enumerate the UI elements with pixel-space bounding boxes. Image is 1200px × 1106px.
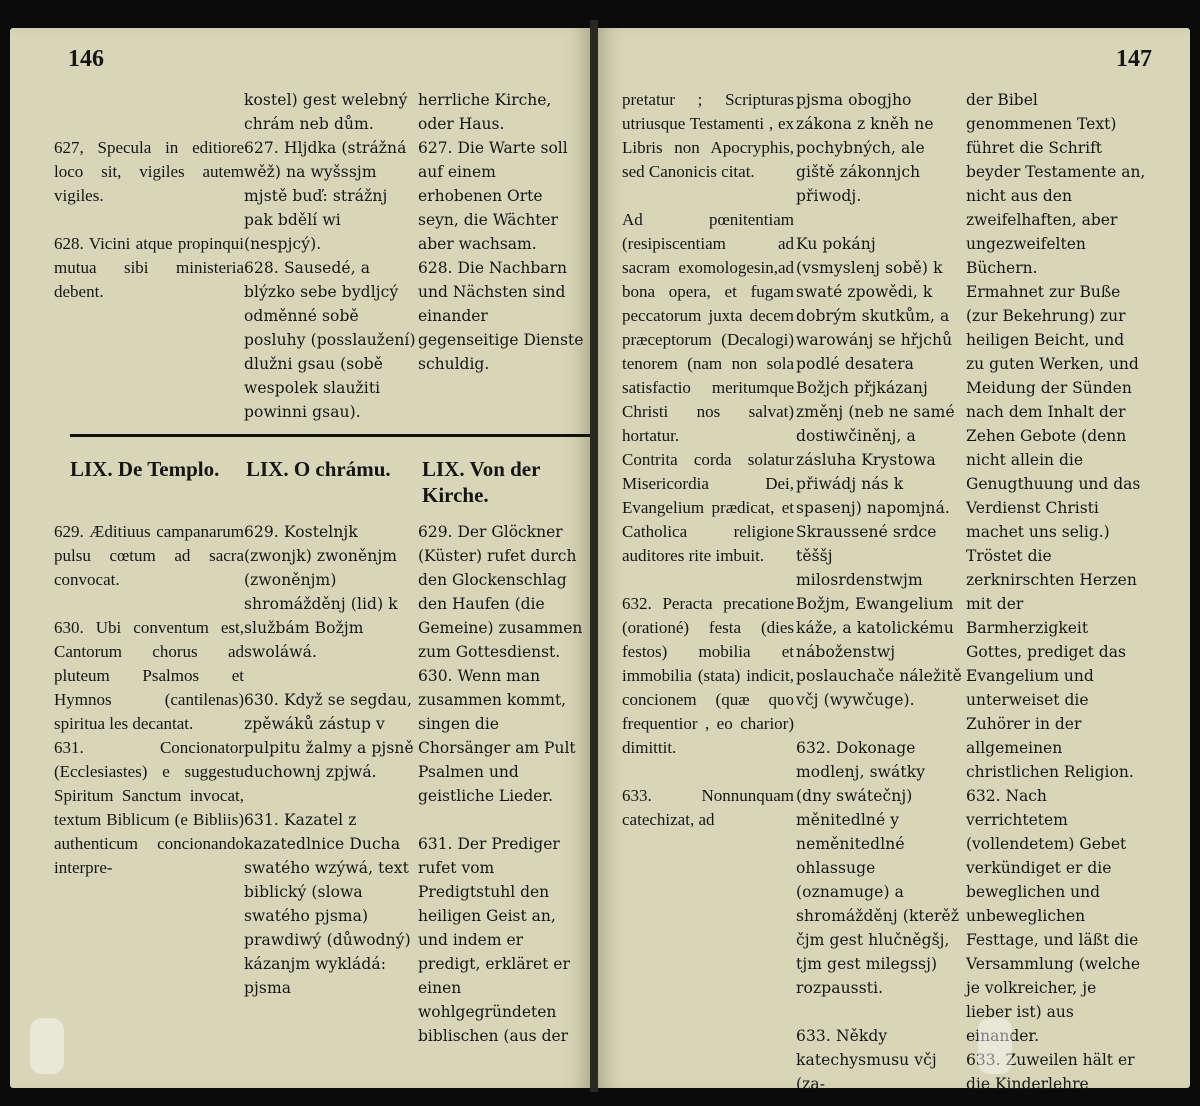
book-gutter [590,20,598,1092]
right-latin-text: pretatur ; Scripturas utriusque Testamenti , ex Libris non Apocryphis, sed Canonicis citat. Ad pœnitentiam (resipiscentiam ad sacram exomologesin,ad bona opera, et fugam peccatorum juxta decem præceptorum (Decalogi) tenorem (nam non sola satisfactio meritumque Christi nos salvat) hortatur. Contrita corda solatur Misericordia Dei, Evangelium prædicat, et Catholica religione auditores rite imbuit. 632. Peracta precatione (orationé) festa (dies festos) mobilia et immobilia (stata) indicit, concionem (quæ quo frequentior , eo charior) dimittit. 633. Nonnunquam catechizat, ad [622,90,794,829]
left-page [10,28,590,1088]
scan-thumb-mark [30,1018,64,1074]
left-bottom-latin-column [54,520,244,1000]
chapter-heading-latin: LIX. De Templo. [70,457,220,481]
right-page [598,28,1190,1093]
left-top-latin-column [54,116,244,436]
right-czech-text: pjsma obogjho zákona z kněh ne pochybných, ale giště zákonnjch přiwodj. Ku pokánj (vsmyslenj sobě) k swaté zpowědi, k dobrým skutkům, a warowánj se hřjchů podlé desatera Božjch přjkázanj změnj (neb ne samé dostiwčiněnj, a zásluha Krystowa přiwádj nás k spasenj) napomjná. Skraussené srdce těššj milosrdenstwjm Božjm, Ewangelium káže, a katolickému náboženstwj poslauchače náležitě včj (wywčuge). 632. Dokonage modlenj, swátky (dny swátečnj) měnitedlné y neměnitedlné ohlassuge (oznamuge) a shromážděnj (kterěž čjm gest hlučněgšj, tjm gest milegssj) rozpaussti. 633. Někdy katechysmusu včj (za- [796,91,962,1093]
left-bottom-latin-text: 629. Æditiuus campanarum pulsu cœtum ad sacra convocat. 630. Ubi conventum est, Cantorum chorus ad pluteum Psalmos et Hymnos (cantilenas) spiritua les decantat. 631. Concionator (Ecclesiastes) e suggestu Spiritum Sanctum invocat, textum Biblicum (e Bibliis) authenticum concionando interpre- [54,522,244,877]
chapter-heading-german: LIX. Von der Kirche. [422,457,541,507]
left-top-czech-column [244,88,420,428]
left-bottom-german-column [418,520,584,1045]
left-bottom-german-text: 629. Der Glöckner (Küster) rufet durch den Glockenschlag den Haufen (die Gemeine) zusammen zum Gottesdienst. 630. Wenn man zusammen kommt, singen die Chorsänger am Pult Psalmen und geistliche Lieder. 631. Der Prediger rufet vom Predigtstuhl den heiligen Geist an, und indem er predigt, erkläret er einen wohlgegründeten biblischen (aus der [418,523,583,1045]
left-bottom-czech-text: 629. Kostelnjk (zwonjk) zwoněnjm (zwoněnjm) shromážděnj (lid) k službám Božjm swoláwá. 630. Když se segdau, zpěwáků zástup v pulpitu žalmy a pjsně duchownj zpjwá. 631. Kazatel z kazatedlnice Ducha swatého wzýwá, text biblický (slowa swatého pjsma) prawdiwý (důwodný) kázanjm wykládá: pjsma [244,523,414,997]
right-czech-column [796,88,964,1093]
left-top-german-text: herrliche Kirche, oder Haus. 627. Die Warte soll auf einem erhobenen Orte seyn, die Wächter aber wachsam. 628. Die Nachbarn und Nächsten sind einander gegenseitige Dienste schuldig. [418,91,584,373]
left-bottom-czech-column [244,520,420,1000]
right-german-column [966,88,1146,1093]
section-divider [70,434,590,437]
left-top-czech-text: kostel) gest welebný chrám neb dům. 627. Hljdka (strážná wěž) na wyšssjm mjstě buď: strážnj pak bdělí wi (nespjcý). 628. Sausedé, a blýzko sebe bydljcý odměnné sobě posluhy (posslaužení) dlužni gsau (sobě wespolek slaužiti powinni gsau). [244,91,416,421]
left-top-german-column [418,88,584,428]
left-page-number: 146 [68,46,104,72]
scan-thumb-mark [978,1018,1012,1074]
right-german-text: der Bibel genommenen Text) führet die Schrift beyder Testamente an, nicht aus den zweifelhaften, aber ungezweifelten Büchern. Ermahnet zur Buße (zur Bekehrung) zur heiligen Beicht, und zu guten Werken, und Meidung der Sünden nach dem Inhalt der Zehen Gebote (denn nicht allein die Genugthuung und das Verdienst Christi machet uns selig.) Tröstet die zerknirschten Herzen mit der Barmherzigkeit Gottes, prediget das Evangelium und unterweiset die Zuhörer in der allgemeinen christlichen Religion. 632. Nach verrichtetem (vollendetem) Gebet verkündiget er die beweglichen und unbeweglichen Festtage, und läßt die Versammlung (welche je volkreicher, je lieber ist) aus einander. 633. Zuweilen hält er die Kinderlehre [966,91,1146,1093]
right-latin-column [622,88,794,1038]
right-page-number: 147 [1116,46,1152,72]
chapter-heading-czech: LIX. O chrámu. [246,457,391,481]
left-top-latin-text: 627, Specula in editiore loco sit, vigiles autem vigiles. 628. Vicini atque propinqui mutua sibi ministeria debent. [54,138,244,301]
